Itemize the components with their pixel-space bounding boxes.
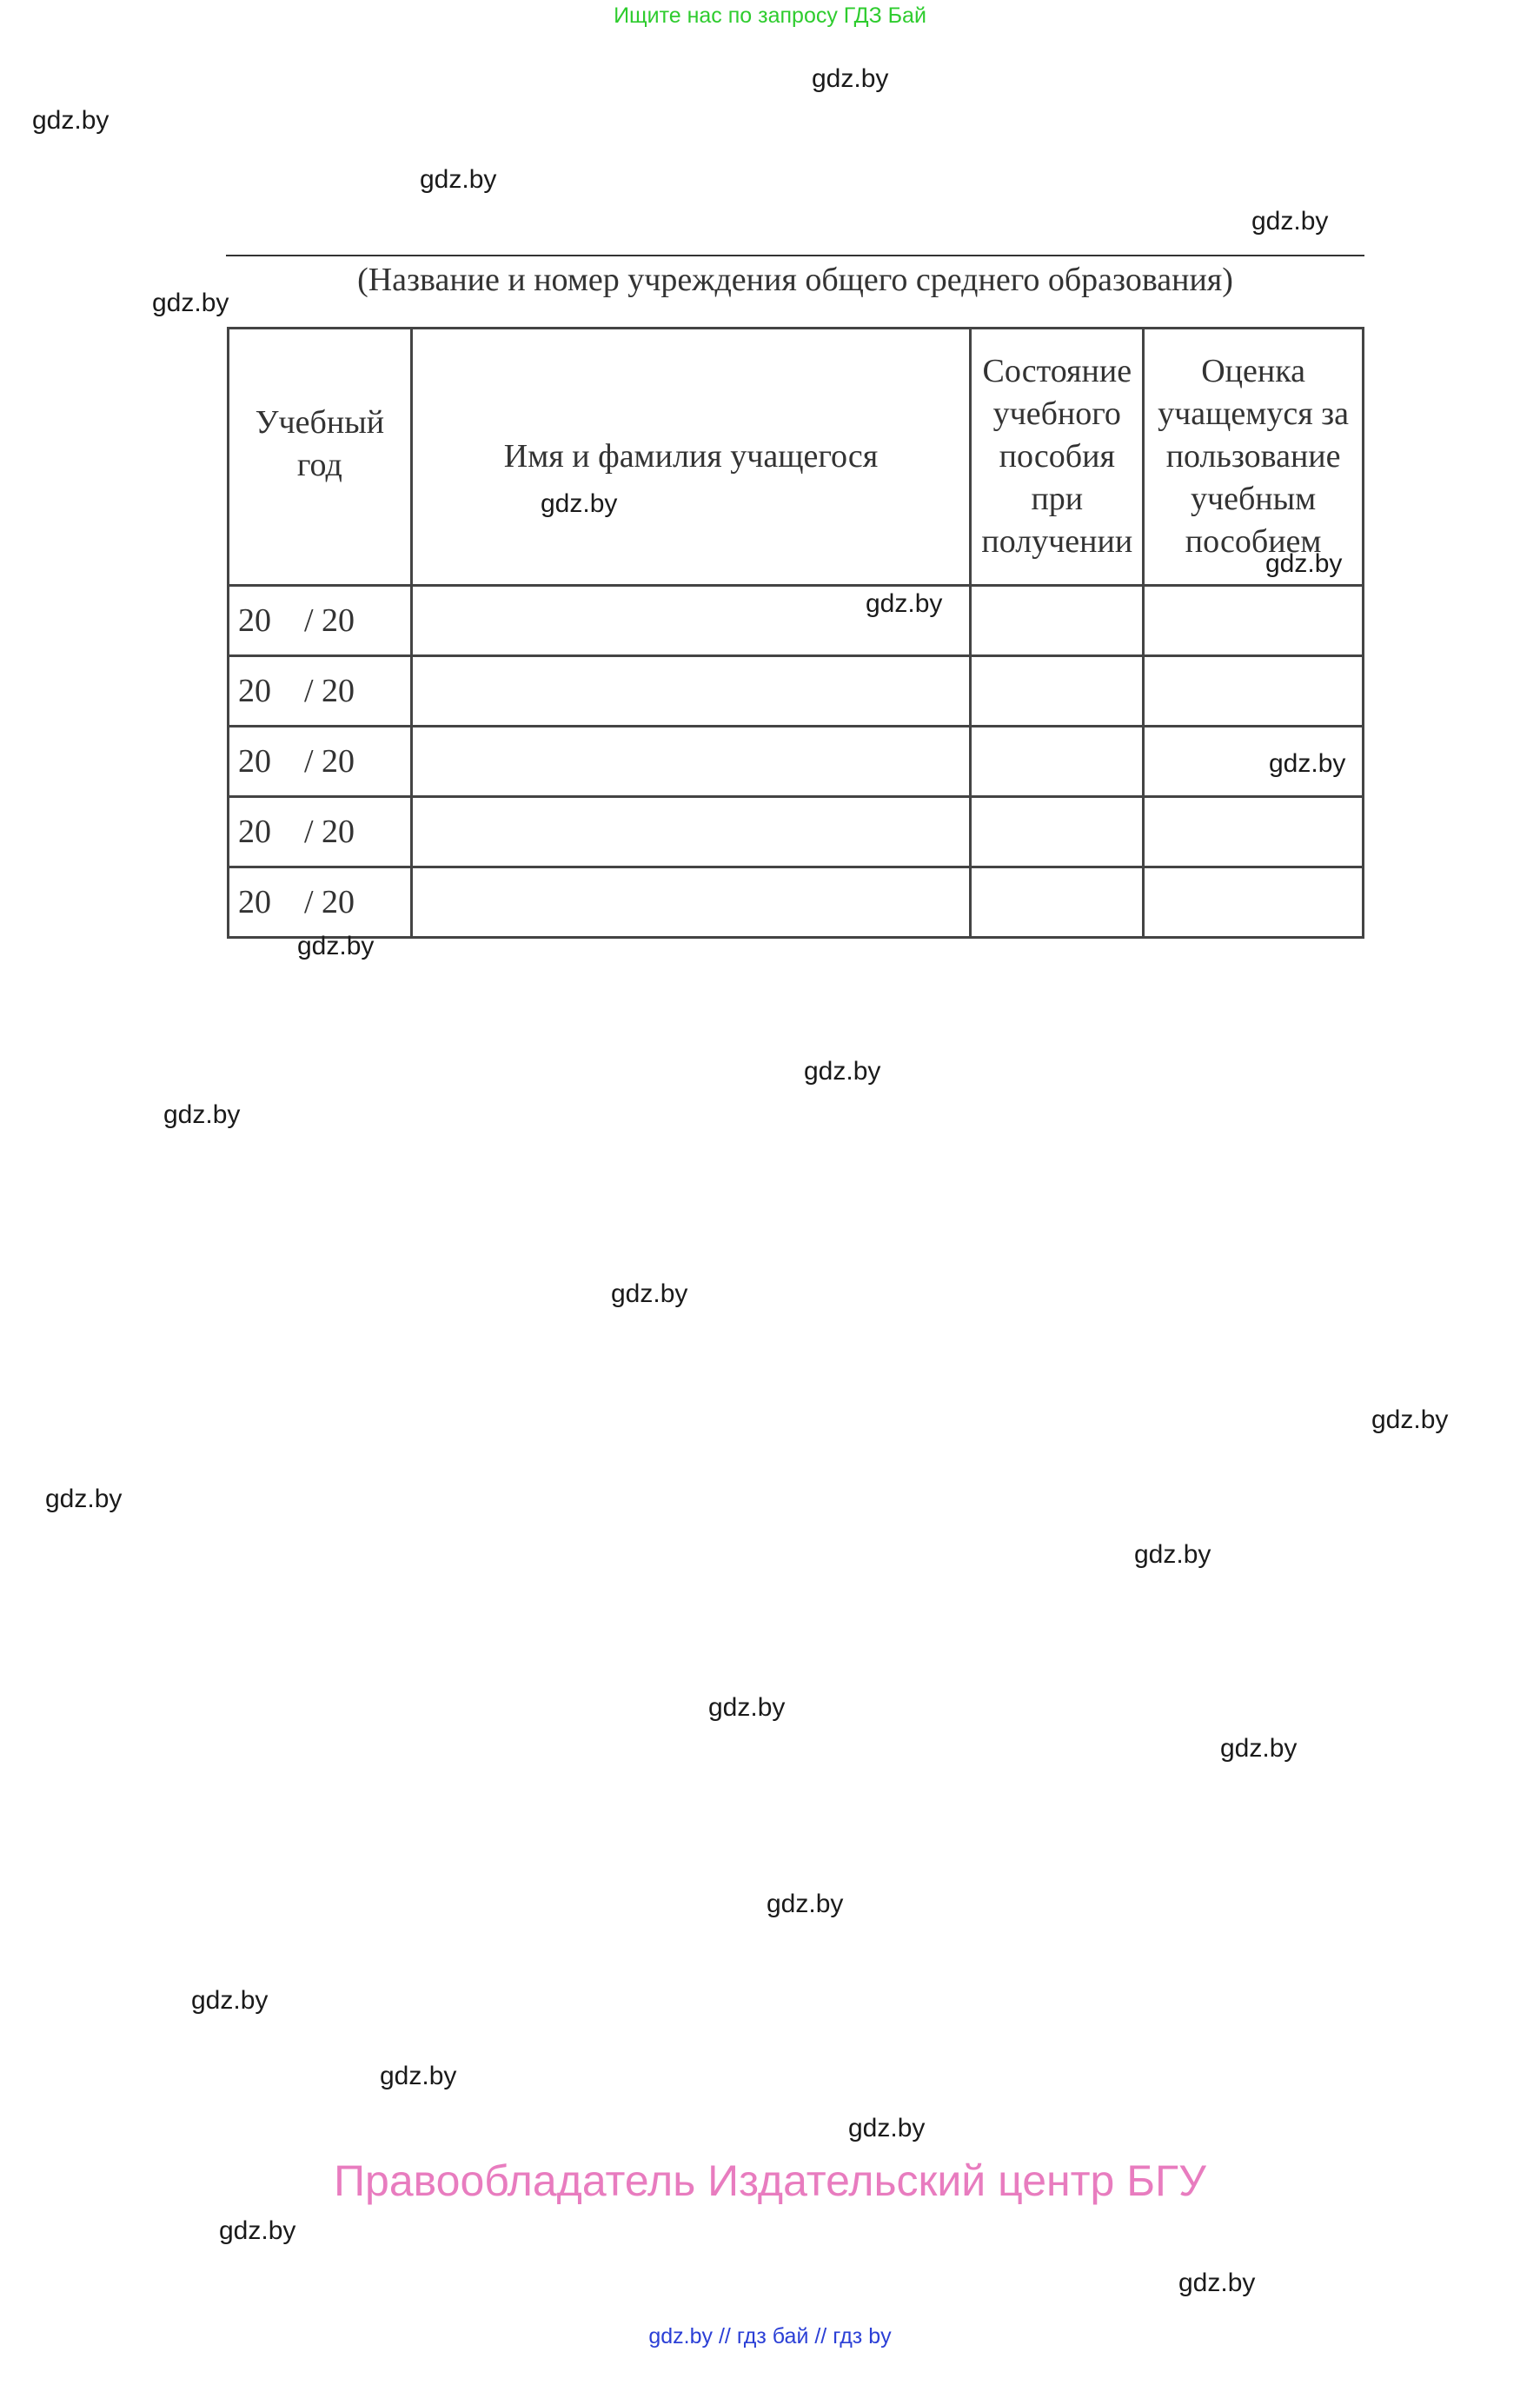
textbook-state-cell	[971, 656, 1144, 727]
watermark: gdz.by	[611, 1279, 688, 1308]
school-year-cell: 20 / 20	[229, 867, 412, 938]
watermark: gdz.by	[1220, 1734, 1298, 1763]
watermark: gdz.by	[1371, 1405, 1449, 1434]
table-row	[229, 656, 1364, 727]
watermark: gdz.by	[1251, 207, 1329, 236]
school-name-caption: (Название и номер учреждения общего среднего образования)	[357, 262, 1233, 298]
textbook-state-cell	[971, 867, 1144, 938]
school-year-cell: 20 / 20	[229, 797, 412, 867]
usage-grade-cell	[1144, 656, 1364, 727]
student-name-cell	[411, 867, 971, 938]
watermark: gdz.by	[152, 289, 229, 317]
school-name-line	[226, 255, 1364, 256]
textbook-state-cell	[971, 586, 1144, 656]
watermark: gdz.by	[45, 1485, 123, 1513]
usage-grade-cell	[1144, 867, 1364, 938]
watermark: gdz.by	[297, 932, 375, 960]
textbook-state-cell	[971, 727, 1144, 797]
watermark: gdz.by	[420, 165, 497, 194]
watermark: gdz.by	[708, 1693, 786, 1722]
textbook-state-cell	[971, 797, 1144, 867]
header-school-year: Учебный год	[229, 329, 412, 586]
table-row	[229, 727, 1364, 797]
header-usage-grade: Оценка учащемуся за пользование учебным пособием	[1144, 329, 1364, 586]
watermark: gdz.by	[1265, 549, 1343, 578]
watermark: gdz.by	[866, 589, 943, 618]
watermark: gdz.by	[812, 64, 889, 93]
usage-grade-cell	[1144, 797, 1364, 867]
header-textbook-state: Состояние учебного пособия при получении	[971, 329, 1144, 586]
watermark: gdz.by	[767, 1890, 844, 1918]
watermark: gdz.by	[804, 1057, 881, 1086]
school-year-cell: 20 / 20	[229, 586, 412, 656]
watermark: gdz.by	[219, 2216, 296, 2245]
watermark: gdz.by	[541, 489, 618, 518]
watermark: gdz.by	[32, 106, 110, 135]
school-year-cell: 20 / 20	[229, 727, 412, 797]
watermark: gdz.by	[848, 2114, 926, 2143]
table-header-row	[229, 329, 1364, 586]
footer-site-links[interactable]: gdz.by // гдз бай // гдз by	[648, 2324, 892, 2348]
school-year-cell: 20 / 20	[229, 656, 412, 727]
table-row	[229, 867, 1364, 938]
student-name-cell	[411, 727, 971, 797]
student-name-cell	[411, 656, 971, 727]
copyright-holder-note: Правообладатель Издательский центр БГУ	[334, 2156, 1206, 2205]
watermark: gdz.by	[1269, 749, 1346, 778]
search-hint-banner: Ищите нас по запросу ГДЗ Бай	[614, 3, 926, 28]
table-row	[229, 586, 1364, 656]
watermark: gdz.by	[380, 2062, 457, 2090]
textbook-usage-table	[227, 327, 1364, 939]
usage-grade-cell	[1144, 586, 1364, 656]
watermark: gdz.by	[191, 1986, 269, 2015]
watermark: gdz.by	[163, 1100, 241, 1129]
table-row	[229, 797, 1364, 867]
watermark: gdz.by	[1134, 1540, 1211, 1569]
header-student-name: Имя и фамилия учащегося	[411, 329, 971, 586]
student-name-cell	[411, 797, 971, 867]
watermark: gdz.by	[1178, 2269, 1256, 2297]
